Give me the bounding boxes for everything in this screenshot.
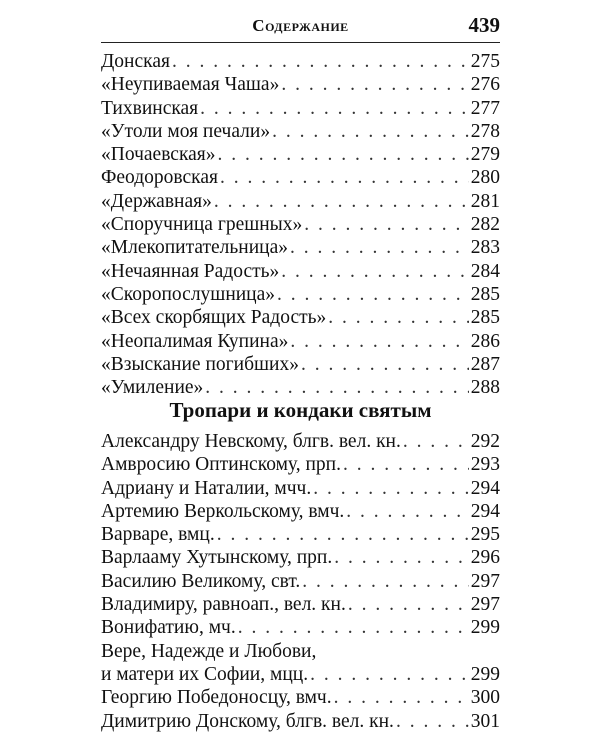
toc-leader-dots [343, 453, 469, 476]
toc-entry-title: «Утоли моя печали» [101, 120, 271, 142]
toc-leader-dots [302, 570, 469, 593]
toc-entry-page: 299 [470, 617, 500, 639]
toc-entry-page: 275 [470, 51, 500, 72]
toc-leader-dots [346, 500, 468, 523]
toc-leader-dots [290, 236, 469, 259]
toc-entry-page: 300 [470, 687, 500, 709]
toc-leader-dots [277, 283, 469, 306]
toc-leader-dots [313, 477, 469, 500]
toc-entry [101, 306, 500, 329]
toc-entry [101, 97, 500, 120]
toc-leader-dots [334, 686, 469, 709]
toc-entry [101, 190, 500, 213]
toc-entry [101, 570, 500, 593]
toc-leader-dots [214, 190, 469, 213]
toc-entry [101, 546, 500, 569]
header-title: Содержание [252, 16, 349, 35]
toc-entry-page: 301 [470, 710, 500, 732]
toc-leader-dots [218, 143, 469, 166]
toc-entry-title: Варлааму Хутынскому, прп. [101, 547, 333, 569]
toc-entry [101, 453, 500, 476]
running-header [101, 12, 500, 43]
toc-entry-page: 294 [470, 477, 500, 499]
toc-entry [101, 353, 500, 376]
toc-entry-title: «Державная» [101, 190, 212, 212]
toc-entry [101, 166, 500, 189]
toc-entry-title: «Умиление» [101, 377, 204, 399]
toc-entry-page: 279 [470, 144, 500, 166]
toc-entry [101, 430, 500, 453]
toc-entry-title: «Неупиваемая Чаша» [101, 74, 280, 96]
toc-leader-dots [281, 73, 468, 96]
toc-entry-page: 299 [470, 663, 500, 685]
toc-entry-page: 295 [470, 524, 500, 546]
toc-entry-title: «Всех скорбящих Радость» [101, 307, 327, 329]
toc-entry-title: и матери их Софии, мцц. [101, 663, 309, 685]
toc-entry-page: 294 [470, 500, 500, 522]
toc-entry-page: 284 [470, 260, 500, 282]
toc-entry [101, 213, 500, 236]
toc-entry-page: 297 [470, 594, 500, 616]
toc-entry [101, 686, 500, 709]
toc-entry-page: 288 [470, 377, 500, 399]
toc-entry-page: 285 [470, 307, 500, 329]
toc-entry-title: «Неопалимая Купина» [101, 330, 289, 352]
toc-entry-page: 296 [470, 547, 500, 569]
toc-entry-title: Амвросию Оптинскому, прп. [101, 454, 341, 476]
toc-entry-title: Димитрию Донскому, блгв. вел. кн. [101, 710, 394, 732]
toc-leader-dots [200, 97, 469, 120]
toc-entry [101, 477, 500, 500]
toc-entry-page: 287 [470, 353, 500, 375]
toc-entry-title: «Млекопитательница» [101, 237, 289, 259]
toc-entry-title: Александру Невскому, блгв. вел. кн. [101, 431, 401, 452]
toc-leader-dots [396, 710, 469, 733]
toc-entry [101, 523, 500, 546]
toc-entry-title: Вонифатию, мч. [101, 617, 236, 639]
toc-entry [101, 73, 500, 96]
toc-entry-page: 285 [470, 283, 500, 305]
toc-entry [101, 120, 500, 143]
toc-entry [101, 260, 500, 283]
toc-entry-title: Тихвинская [101, 97, 199, 119]
toc-entry-title: Адриану и Наталии, мчч. [101, 477, 312, 499]
toc-entry-page: 293 [470, 454, 500, 476]
toc-entry [101, 376, 500, 399]
toc-entry-title: Василию Великому, свт. [101, 570, 301, 592]
toc-entry-line1: Вере, Надежде и Любови, [101, 640, 317, 662]
toc-entry [101, 330, 500, 353]
toc-entry-page: 297 [470, 570, 500, 592]
toc-entry [101, 50, 500, 73]
toc-leader-dots [238, 616, 469, 639]
toc-icons-list [101, 50, 500, 399]
toc-entry-title: Артемию Веркольскому, вмч. [101, 500, 345, 522]
section-heading: Тропари и кондаки святым [169, 398, 432, 422]
toc-entry [101, 500, 500, 523]
toc-leader-dots [272, 120, 469, 143]
toc-entry-title: Владимиру, равноап., вел. кн. [101, 594, 346, 616]
header-page-number: 439 [468, 13, 500, 37]
toc-entry [101, 236, 500, 259]
toc-entry [101, 593, 500, 616]
toc-entry-page: 283 [470, 237, 500, 259]
toc-leader-dots [334, 546, 469, 569]
toc-entry-title: «Почаевская» [101, 144, 216, 166]
toc-leader-dots [217, 523, 469, 546]
toc-entry-title: «Нечаянная Радость» [101, 260, 280, 282]
toc-entry-page: 278 [470, 120, 500, 142]
toc-leader-dots [172, 50, 469, 73]
toc-saints-list [101, 430, 500, 733]
toc-entry-title: «Взыскание погибших» [101, 353, 299, 375]
toc-entry [101, 710, 500, 733]
toc-leader-dots [348, 593, 469, 616]
toc-leader-dots [304, 213, 468, 236]
toc-entry-title: «Споручница грешных» [101, 214, 303, 236]
toc-entry-title: Феодоровская [101, 167, 218, 189]
toc-entry [101, 616, 500, 639]
toc-leader-dots [290, 330, 468, 353]
toc-entry-page: 280 [470, 167, 500, 189]
toc-entry [101, 283, 500, 306]
toc-entry-page: 281 [470, 190, 500, 212]
toc-entry-page: 292 [470, 431, 500, 452]
toc-entry-title: Варваре, вмц. [101, 524, 215, 546]
toc-entry-title: «Скоропослушница» [101, 283, 276, 305]
toc-entry-page: 282 [470, 214, 500, 236]
toc-entry [101, 143, 500, 166]
toc-entry-page: 276 [470, 74, 500, 96]
toc-entry [101, 663, 500, 686]
toc-leader-dots [403, 430, 469, 453]
toc-leader-dots [301, 353, 469, 376]
toc-entry-page: 277 [470, 97, 500, 119]
toc-leader-dots [220, 166, 469, 189]
toc-leader-dots [328, 306, 468, 329]
toc-entry-page: 286 [470, 330, 500, 352]
toc-leader-dots [310, 663, 469, 686]
toc-leader-dots [281, 260, 468, 283]
toc-leader-dots [205, 376, 468, 399]
toc-entry-title: Георгию Победоносцу, вмч. [101, 687, 332, 709]
toc-entry-title: Донская [101, 51, 170, 72]
